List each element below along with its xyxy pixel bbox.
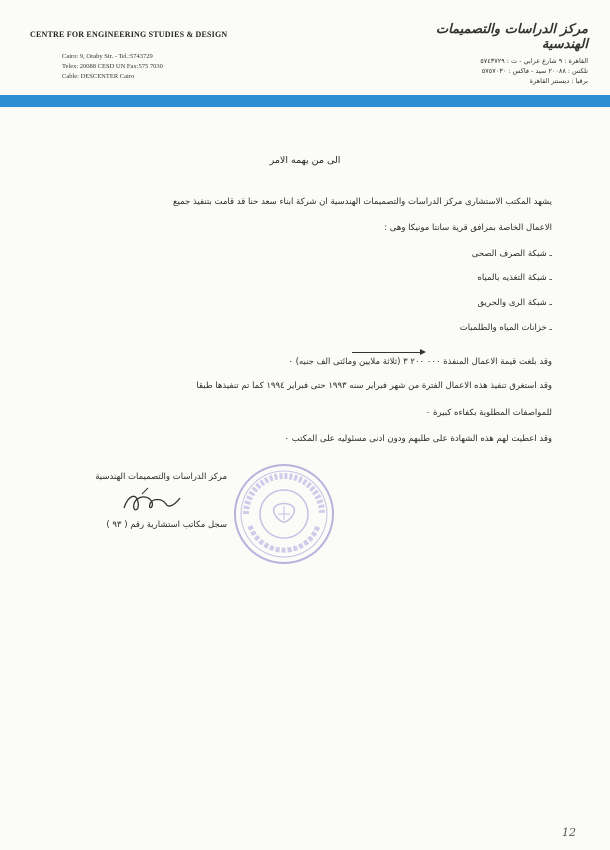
official-stamp [232, 462, 336, 566]
list-item: ـ شبكة الرى والحريق [477, 298, 552, 308]
list-item: ـ شبكة التغذيه بالمياه [477, 273, 552, 283]
address-line: Cairo: 9, Oraby Str. - Tel.:5743729 [62, 53, 153, 60]
address-line: تلكس : ٢٠٠٨٨ سيد - فاكس : ٥٧٥٧٠٣٠ [481, 67, 588, 75]
org-name-english: CENTRE FOR ENGINEERING STUDIES & DESIGN [30, 30, 228, 39]
address-line: برقيا : ديسنتر القاهرة [529, 77, 588, 85]
address-line: القاهرة : ٩ شارع عرابي - ت : ٥٧٤٣٧٢٩ [480, 57, 588, 65]
paragraph-line: الاعمال الخاصة بمرافق قرية سانتا مونيكا وهى : [384, 223, 552, 233]
value-line: وقد بلغت قيمة الاعمال المنفذة ٠٠٠ ٢٠٠ ٣ (ثلاثة ملايين ومائتى الف جنيه) ٠ [288, 357, 552, 367]
arrow-head-icon [420, 349, 426, 355]
list-item: ـ شبكة الصرف الصحى [471, 249, 552, 259]
handwritten-signature [118, 482, 188, 518]
address-line: Cable: DESCENTER Cairo [62, 73, 135, 80]
duration-line: وقد استغرق تنفيذ هذه الاعمال الفترة من شهر فبراير سنه ١٩٩٣ حتى فبراير ١٩٩٤ كما تم تنفيذها طبقا [196, 381, 552, 391]
handwritten-arrow [352, 352, 424, 353]
letter-heading: الى من يهمه الامر [269, 155, 341, 166]
registration-number: سجل مكاتب استشارية رقم ( ٩٣ ) [106, 520, 227, 530]
paragraph-line: يشهد المكتب الاستشارى مركز الدراسات والتصميمات الهندسية ان شركة ابناء سعد حنا قد قامت بتنفيذ جميع [173, 197, 552, 207]
list-item: ـ خزانات المياه والطلمبات [459, 323, 552, 333]
address-line: Telex: 20088 CESD UN Fax:575 7030 [62, 63, 163, 70]
page-number: 12 [562, 826, 576, 839]
closing-line: وقد اعطيت لهم هذه الشهادة على طلبهم ودون ادنى مسئوليه على المكتب ٠ [284, 434, 552, 444]
duration-line: للمواصفات المطلوبة بكفاءه كبيرة ٠ [425, 408, 552, 418]
org-name-arabic: مركز الدراسات والتصميمات الهندسية [435, 22, 588, 52]
signatory-org: مركز الدراسات والتصميمات الهندسية [95, 472, 227, 482]
